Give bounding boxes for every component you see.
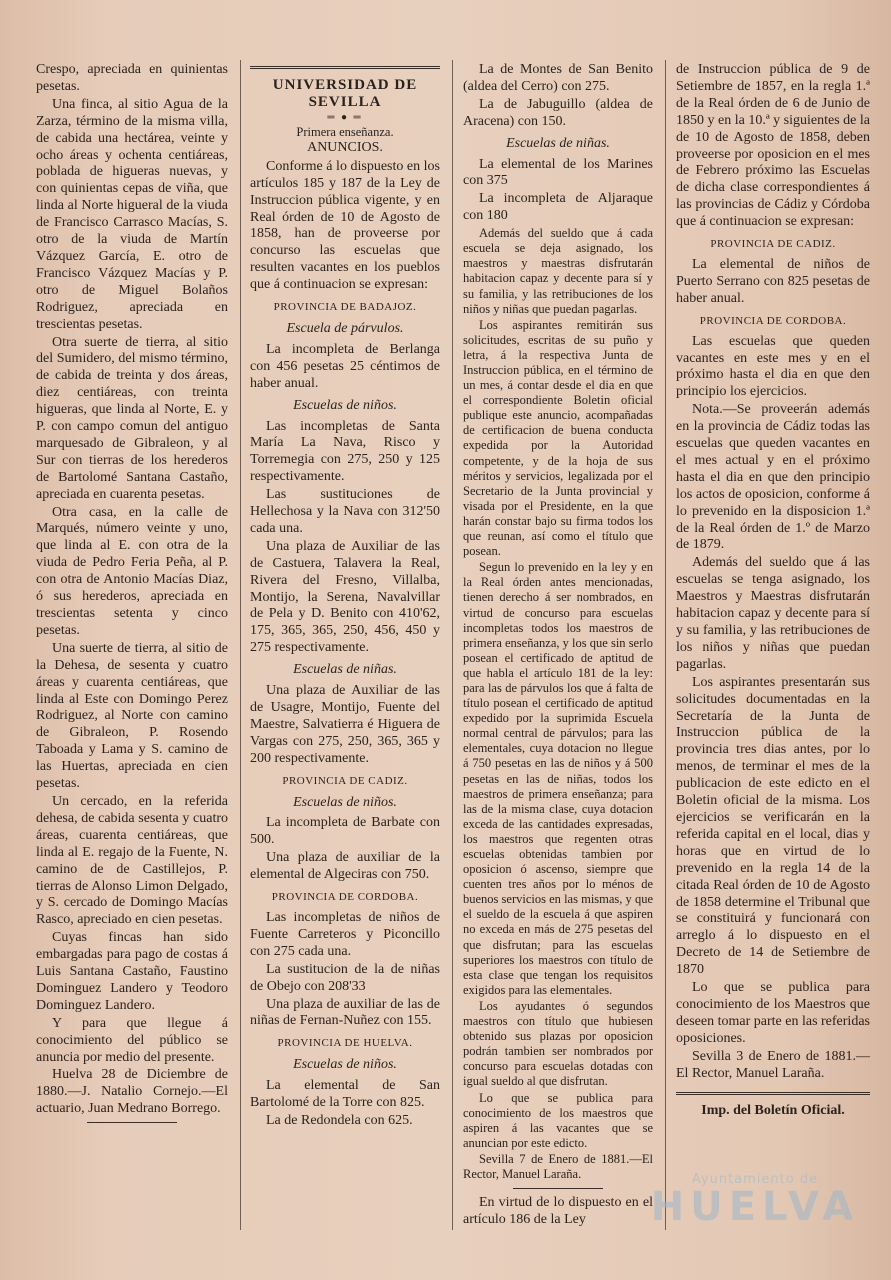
paragraph: Los aspirantes remitirán sus solicitudes, escritas de su puño y letra, á la respectiva Junta de Instruccion pública, en el término de un mes, á contar desde el dia en que el correspondiente Boletin oficial publique este anuncio, acompañadas de certificacion de buena conducta expedida por la Autoridad competente, y de la hoja de sus méritos y servicios, legalizada por el Secretario de la Junta provincial y visada por el Presidente, en la que harán constar bajo su firma todos los que reunan, así como el título que posean. xyxy=(463,317,653,559)
paragraph: Otra suerte de tierra, al sitio del Sumidero, del mismo término, de cabida de treinta y dos áreas, diez centiáreas, con treinta higueras, que linda al Norte, E. y P. con campo comun del antiguo marquesado de Gibraleon, y al Sur con tierras de los herederos de Bartolomé Santana Castaño, apreciada en cuarenta pesetas. xyxy=(36,334,228,502)
paragraph: Los aspirantes presentarán sus solicitudes documentadas en la Secretaría de la Junta de Instruccion pública de la provincia tres dias antes, por lo menos, de terminar el mes de la publicacion de este edicto en el Boletin oficial de la misma. Los ejercicios se verificarán en la referida capital en el local, dias y horas que en virtud de lo prevenido en la regla 14 de la citada Real órden de 10 de Agosto de 1858 determine el Tribunal que se constituirá y funcionará con arreglo á lo dispuesto en el Decreto de 14 de Setiembre de 1870 xyxy=(676,674,870,978)
paragraph: Segun lo prevenido en la ley y en la Real órden antes mencionadas, tienen derecho á ser nombrados, en virtud de concurso para escuelas incompletas todos los maestros de primera enseñanza, y los que sin serlo posean el certificado de aptitud de que habla el artículo 181 de la ley: para las de párvulos los que á falta de título posean el certificado de aptitud expedido por la suprimida Escuela normal central de párvulos; para las elementales, cuya dotacion no llegue á 750 pesetas en las de niños y á 500 pesetas en las de niñas, todos los maestros de primera enseñanza; para las de la misma clase, cuya dotacion exceda de las cantidades expresadas, los maestros que regenten otras escuelas obtenidas tambien por oposicion ó ascenso, siempre que cuenten tres años por lo ménos de buenos servicios en las mismas, y que el sueldo de la escuela á que aspiren no exceda en más de 275 pesetas del que disfrutan; para las escuelas superiores los maestros con título de esta clase que tengan los requisitos exigidos para las elementales. xyxy=(463,560,653,997)
anuncios-heading: ANUNCIOS. xyxy=(307,139,383,155)
column-4 xyxy=(676,62,870,1232)
paragraph: Y para que llegue á conocimiento del público se anuncia por medio del presente. xyxy=(36,1015,228,1065)
paragraph: Los ayudantes ó segundos maestros con título que hubiesen obtenido sus plazas por oposicion podrán tambien ser nombrados por concurso para escuelas dotadas con igual sueldo al que disfrutan. xyxy=(463,998,653,1089)
paragraph: Lo que se publica para conocimiento de los maestros que aspiren á las vacantes que se anuncian por este edicto. xyxy=(463,1090,653,1150)
paragraph: Una plaza de auxiliar de la elemental de Algeciras con 750. xyxy=(250,850,440,883)
paragraph: Las incompletas de Santa María La Nava, Risco y Torremegia con 275, 250 y 125 respectivamente. xyxy=(250,418,440,485)
paragraph: Las incompletas de niños de Fuente Carreteros y Piconcillo con 275 cada una. xyxy=(250,909,440,959)
watermark-top: Ayuntamiento de xyxy=(691,1172,819,1187)
paragraph: La incompleta de Berlanga con 456 pesetas 25 céntimos de haber anual. xyxy=(250,341,440,391)
paragraph: Una plaza de auxiliar de las de niñas de Fernan-Nuñez con 155. xyxy=(250,996,440,1029)
section-heading: Escuelas de niñas. xyxy=(293,662,397,678)
watermark-bottom: HUELVA xyxy=(650,1184,860,1230)
section-heading: Escuelas de niñas. xyxy=(506,135,610,151)
paragraph: La incompleta de Aljaraque con 180 xyxy=(463,191,653,224)
paragraph: Un cercado, en la referida dehesa, de cabida sesenta y cuatro áreas, cuarenta centiáreas, que linda al E. regajo de la Fuente, N. camino de de Castillejos, P. tierras de Alonso Limon Delgado, y S. cercado de Domingo Macías Rasco, apreciado en cien pesetas. xyxy=(36,793,228,928)
paragraph: La elemental de los Marines con 375 xyxy=(463,156,653,189)
column-2 xyxy=(250,62,440,1232)
paragraph: Las escuelas que queden vacantes en este mes y en el próximo hasta el dia en que den principio los ejercicios. xyxy=(676,333,870,400)
section-heading: Escuelas de niños. xyxy=(293,1057,397,1073)
paragraph: Una finca, al sitio Agua de la Zarza, término de la misma villa, de cabida una hectárea, veinte y ocho áreas y ochenta centiáreas, poblada de higueras nuevas, y con quinientas cepas de viña, que linda al Norte higueral de la viuda de Francisco Carrasco Macías, S. otro de la viuda de Martín Vázquez García, E. otro de Francisco Vázquez Macías y P. otro de Miguel Bolaños Rodriguez, apreciada en trescientas pesetas. xyxy=(36,96,228,332)
paragraph: Lo que se publica para conocimiento de los Maestros que deseen tomar parte en las referidas oposiciones. xyxy=(676,980,870,1046)
paragraph: Una plaza de Auxiliar de las de Usagre, Montijo, Fuente del Maestre, Salvatierra é Higuera de Vargas con 275, 250, 365, 365 y 200 respectivamente. xyxy=(250,683,440,766)
signature-paragraph: Sevilla 3 de Enero de 1881.—El Rector, Manuel Laraña. xyxy=(676,1048,870,1081)
paragraph: Nota.—Se proveerán además en la provincia de Cádiz todas las escuelas que queden vacantes en el mes actual y en el próximo hasta el dia en que den principio los actos de oposicion, conforme á lo prevenido en la disposicion 1.ª de la Real órden de 1.º de Marzo de 1879. xyxy=(676,402,870,553)
province-heading: PROVINCIA DE BADAJOZ. xyxy=(273,301,417,314)
column-divider xyxy=(452,60,453,1230)
paragraph: Una suerte de tierra, al sitio de la Dehesa, de sesenta y cuatro áreas y cuarenta centiáreas, que linda al Este con Domingo Perez Rodriguez, al Norte con camino de Gibraleon, P. Rosendo Taboada y Lama y S. camino de las Huertas, apreciada en cien pesetas. xyxy=(36,640,228,792)
paragraph: Conforme á lo dispuesto en los artículos 185 y 187 de la Ley de Instruccion pública vigente, y en Real órden de 10 de Agosto de 1858, han de proveerse por concurso las escuelas que resulten vacantes en los pueblos que á continuacion se expresan: xyxy=(250,158,440,293)
province-heading: PROVINCIA DE HUELVA. xyxy=(277,1037,413,1050)
paragraph: Una plaza de Auxiliar de las de Castuera, Talavera la Real, Rivera del Fresno, Villalba, Montijo, la Serena, Navalvillar de Pela y D. Benito con 410'62, 175, 365, 365, 250, 456, 450 y 275 respectivamente. xyxy=(250,538,440,656)
paragraph: de Instruccion pública de 9 de Setiembre de 1857, en la regla 1.ª de la Real órden de 6 de Junio de 1850 y en la 10.ª y siguientes de la de 10 de Agosto de 1858, deben proveerse por oposicion en el mes de Febrero próximo las Escuelas de dicha clase correspondientes á las provincias de Cádiz y Córdoba que á continuacion se expresan: xyxy=(676,62,870,230)
university-heading: UNIVERSIDAD DE SEVILLA xyxy=(272,77,418,110)
paragraph: Cuyas fincas han sido embargadas para pago de costas á Luis Santana Castaño, Faustino Dominguez Landero y Teodoro Dominguez Landero. xyxy=(36,930,228,1013)
column-1 xyxy=(36,62,228,1232)
paragraph: La de Montes de San Benito (aldea del Cerro) con 275. xyxy=(463,62,653,94)
imprint: Imp. del Boletín Oficial. xyxy=(701,1103,845,1119)
paragraph: En virtud de lo dispuesto en el artículo 186 de la Ley xyxy=(463,1195,653,1227)
column-3 xyxy=(463,62,653,1232)
paragraph: Además del sueldo que á cada escuela se deja asignado, los maestros y maestras disfrutarán habitacion capaz y decente para sí y su familia, y las retribuciones de los niños y niñas que puedan pagarlas. xyxy=(463,226,653,316)
province-heading: PROVINCIA DE CADIZ. xyxy=(710,238,836,251)
column-divider xyxy=(665,60,666,1230)
footer-rule xyxy=(676,1092,870,1095)
paragraph: La sustitucion de la de niñas de Obejo con 208'33 xyxy=(250,961,440,994)
paragraph: Otra casa, en la calle de Marqués, número veinte y uno, que linda al E. con otra de la viuda de Pedro Feria Peña, al P. con otra de Antonio Macías Diaz, ó sus herederos, apreciada en trescientas setenta y cinco pesetas. xyxy=(36,504,228,638)
province-heading: PROVINCIA DE CORDOBA. xyxy=(699,314,847,327)
signature-paragraph: Huelva 28 de Diciembre de 1880.—J. Natalio Cornejo.—El actuario, Juan Medrano Borrego. xyxy=(36,1067,228,1117)
section-heading: Escuela de párvulos. xyxy=(286,320,404,336)
paragraph: Crespo, apreciada en quinientas pesetas. xyxy=(36,62,228,94)
section-rule xyxy=(87,1122,177,1123)
paragraph: La de Jabuguillo (aldea de Aracena) con 150. xyxy=(463,96,653,129)
signature-paragraph: Sevilla 7 de Enero de 1881.—El Rector, Manuel Laraña. xyxy=(463,1151,653,1181)
section-heading: Escuelas de niños. xyxy=(293,794,397,810)
column-divider xyxy=(240,60,241,1230)
paragraph: La de Redondela con 625. xyxy=(266,1112,413,1128)
paragraph: La elemental de San Bartolomé de la Torre con 825. xyxy=(250,1078,440,1111)
province-heading: PROVINCIA DE CADIZ. xyxy=(282,774,408,787)
subheading: Primera enseñanza. xyxy=(296,124,394,139)
paragraph: Las sustituciones de Hellechosa y la Nava con 312'50 cada una. xyxy=(250,487,440,536)
paragraph: La elemental de niños de Puerto Serrano con 825 pesetas de haber anual. xyxy=(676,256,870,306)
paragraph: Además del sueldo que á las escuelas se tenga asignado, los Maestros y Maestras disfrutarán habitacion capaz y decente para sí y su familia, y las retribuciones de los niños y niñas que puedan pagarlas. xyxy=(676,555,870,672)
paragraph: La incompleta de Barbate con 500. xyxy=(250,815,440,848)
province-heading: PROVINCIA DE CORDOBA. xyxy=(271,891,419,904)
archive-watermark xyxy=(640,1172,870,1230)
section-heading: Escuelas de niños. xyxy=(293,397,397,413)
section-rule xyxy=(513,1188,603,1189)
header-rule xyxy=(250,66,440,69)
ornament: ═ ● ═ xyxy=(327,111,363,123)
